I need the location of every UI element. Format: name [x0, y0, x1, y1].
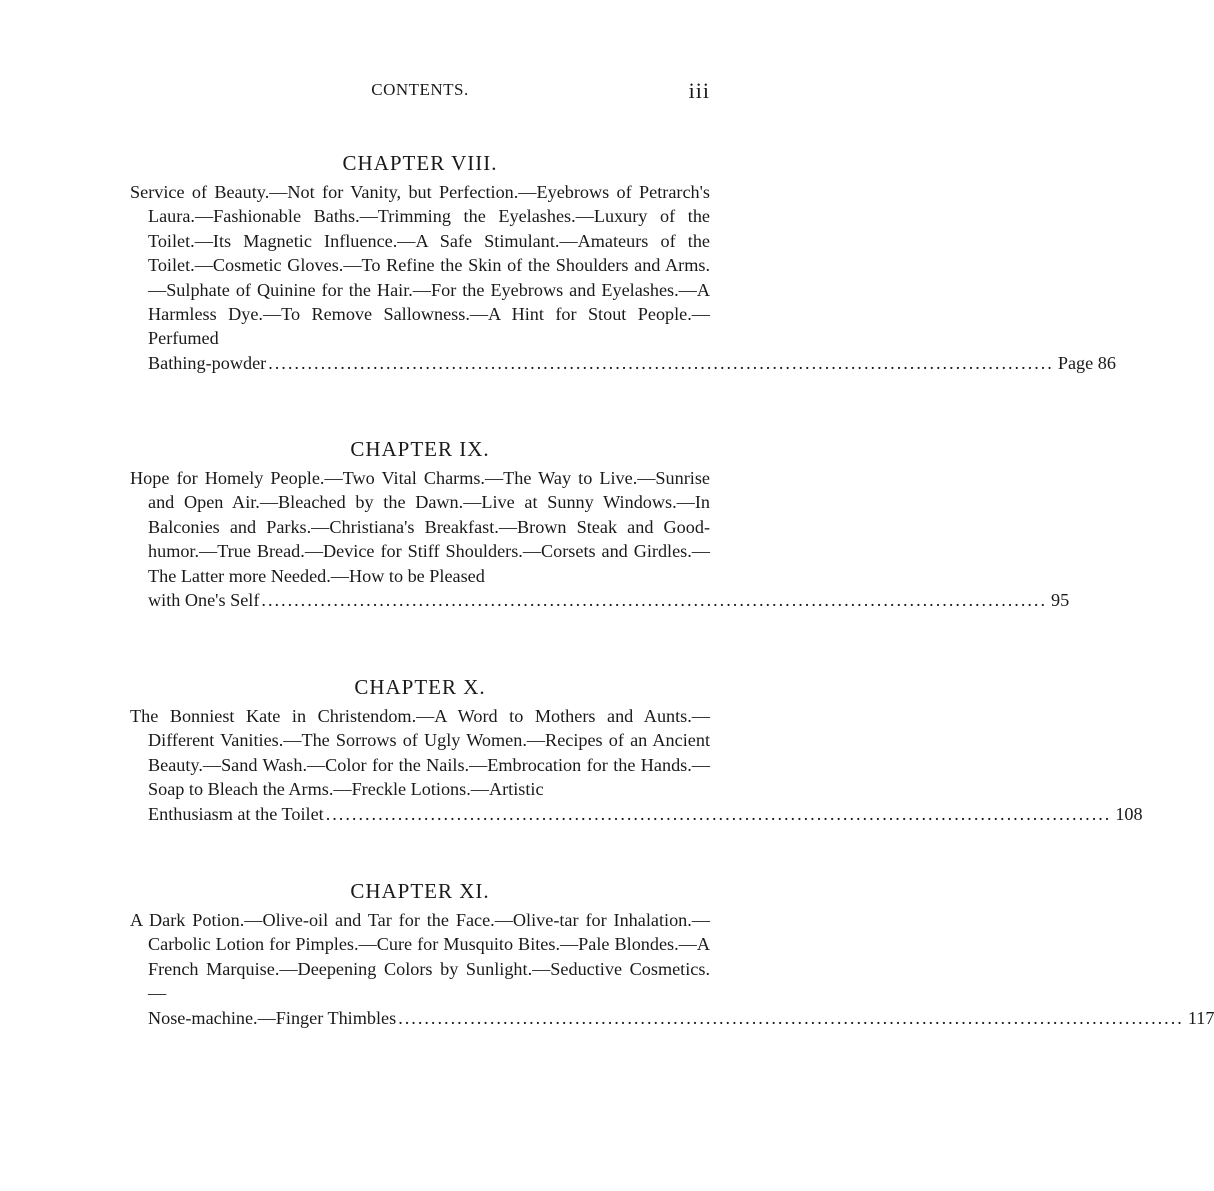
chapter-page-ref: 108 [1115, 803, 1143, 824]
chapter-page-line [130, 588, 1070, 612]
chapter-entry-x [130, 670, 1143, 826]
chapter-summary: Service of Beauty.—Not for Vanity, but Perfection.—Eyebrows of Petrarch's Laura.—Fashionable Baths.—Trimming the Eyelashes.—Luxury of the Toilet.—Its Magnetic Influence.—A Safe Stimulant.—Amateurs of the Toilet.—Cosmetic Gloves.—To Refine the Skin of the Shoulders and Arms.—Sulphate of Quinine for the Hair.—For the Eyebrows and Eyelashes.—A Harmless Dye.—To Remove Sallowness.—A Hint for Stout People.—Perfumed [130, 182, 710, 349]
chapter-last-line: with One's Self [148, 590, 260, 611]
chapter-page-line [130, 802, 1143, 826]
chapter-heading: CHAPTER VIII. [342, 151, 498, 175]
chapter-heading: CHAPTER XI. [350, 879, 490, 903]
chapter-summary: Hope for Homely People.—Two Vital Charms.—The Way to Live.—Sunrise and Open Air.—Bleached by the Dawn.—Live at Sunny Windows.—In Balconies and Parks.—Christiana's Breakfast.—Brown Steak and Good-humor.—True Bread.—Device for Stiff Shoulders.—Corsets and Girdles.—The Latter more Needed.—How to be Pleased [130, 468, 710, 586]
chapter-summary: A Dark Potion.—Olive-oil and Tar for the Face.—Olive-tar for Inhalation.—Carbolic Lotion for Pimples.—Cure for Musquito Bites.—Pale Blondes.—A French Marquise.—Deepening Colors by Sunlight.—Seductive Cosmetics.— [130, 910, 710, 1004]
chapter-page-ref: Page 86 [1057, 352, 1116, 373]
page-number: iii [688, 78, 710, 103]
dot-leader: ........................................................................................................................ [398, 1007, 1184, 1028]
chapter-page-line [130, 351, 1116, 375]
chapter-page-line [130, 1006, 1214, 1030]
chapter-last-line: Enthusiasm at the Toilet [148, 803, 324, 824]
chapter-entry-viii [130, 146, 1116, 375]
dot-leader: ........................................................................................................................ [261, 590, 1048, 611]
chapter-heading: CHAPTER IX. [350, 437, 490, 461]
running-head [130, 78, 710, 104]
chapter-entry-xi [130, 874, 1214, 1030]
chapter-page-ref: 117 [1187, 1007, 1214, 1028]
running-title: CONTENTS. [371, 80, 469, 99]
chapter-last-line: Bathing-powder [148, 352, 267, 373]
chapter-entry-ix [130, 432, 1070, 612]
chapter-summary: The Bonniest Kate in Christendom.—A Word to Mothers and Aunts.—Different Vanities.—The Sorrows of Ugly Women.—Recipes of an Ancient Beauty.—Sand Wash.—Color for the Nails.—Embrocation for the Hands.—Soap to Bleach the Arms.—Freckle Lotions.—Artistic [130, 706, 710, 800]
chapter-last-line: Nose-machine.—Finger Thimbles [148, 1007, 397, 1028]
dot-leader: ........................................................................................................................ [325, 803, 1112, 824]
dot-leader: ........................................................................................................................ [268, 352, 1054, 373]
chapter-page-ref: 95 [1051, 590, 1070, 611]
chapter-heading: CHAPTER X. [354, 675, 486, 699]
